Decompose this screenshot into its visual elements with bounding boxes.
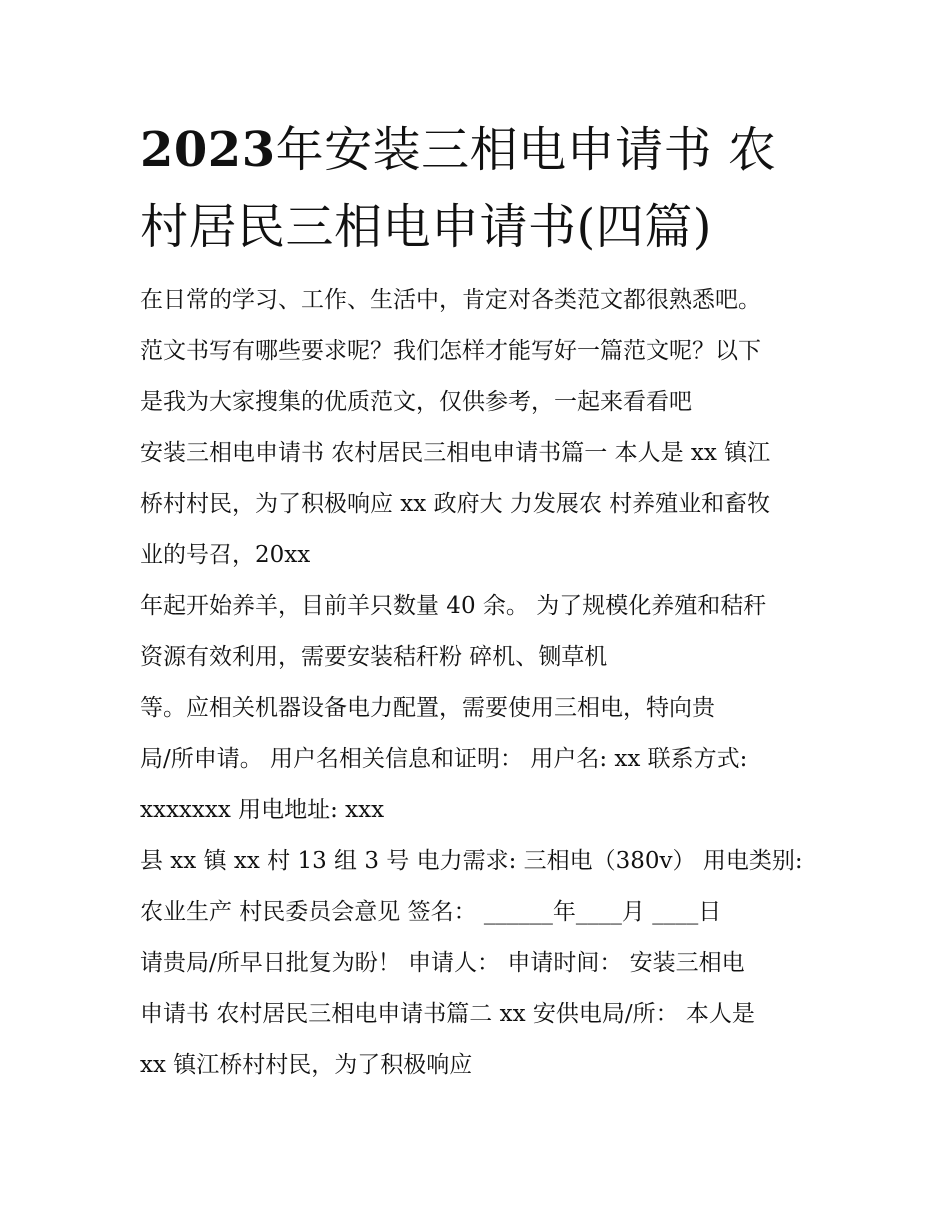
document-title — [140, 112, 820, 266]
body-line: 桥村村民，为了积极响应 xx 政府大 力发展农 村养殖业和畜牧 — [140, 491, 771, 517]
title-line-1 — [140, 112, 820, 189]
body-line: 在日常的学习、工作、生活中，肯定对各类范文都很熟悉吧。 — [140, 287, 761, 313]
document-body — [140, 275, 830, 1091]
body-line: 范文书写有哪些要求呢？我们怎样才能写好一篇范文呢？以下 — [140, 338, 761, 364]
body-line: 是我为大家搜集的优质范文，仅供参考，一起来看看吧 — [140, 389, 692, 415]
body-line: 安装三相电申请书 农村居民三相电申请书篇一 本人是 xx 镇江 — [140, 440, 771, 466]
title-year: 2023 — [140, 122, 276, 178]
title-line-2: 村居民三相电申请书(四篇) — [140, 199, 712, 255]
body-line: 农业生产 村民委员会意见 签名： ______年____月 ____日 — [140, 899, 722, 925]
body-line: 等。应相关机器设备电力配置，需要使用三相电，特向贵 — [140, 695, 715, 721]
body-line: 申请书 农村居民三相电申请书篇二 xx 安供电局/所： 本人是 — [140, 1001, 755, 1027]
body-line: 请贵局/所早日批复为盼！ 申请人： 申请时间： 安装三相电 — [140, 950, 745, 976]
title-line-1-text: 年安装三相电申请书 农 — [275, 122, 777, 178]
body-line: 业的号召，20xx — [140, 542, 311, 568]
body-line: 局/所申请。 用户名相关信息和证明： 用户名: xx 联系方式: — [140, 746, 748, 772]
body-line: 年起开始养羊，目前羊只数量 40 余。 为了规模化养殖和秸秆 — [140, 593, 767, 619]
body-line: 县 xx 镇 xx 村 13 组 3 号 电力需求: 三相电（380v） 用电类别: — [140, 848, 803, 874]
body-line: xx 镇江桥村村民，为了积极响应 — [140, 1052, 473, 1078]
body-line: 资源有效利用，需要安装秸秆粉 碎机、铡草机 — [140, 644, 608, 670]
body-line: xxxxxxx 用电地址: xxx — [140, 797, 385, 823]
